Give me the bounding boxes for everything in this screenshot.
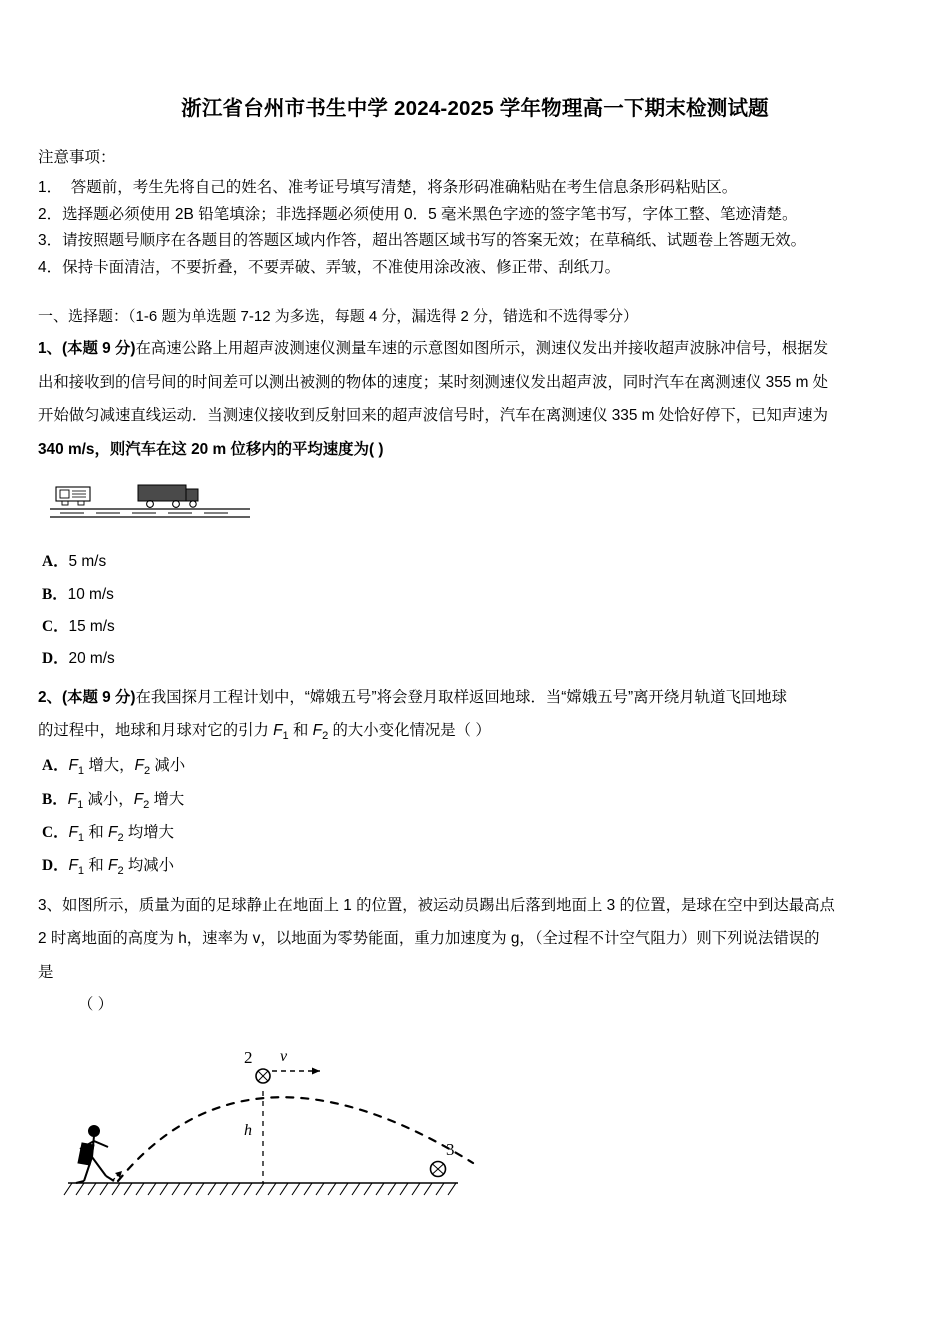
question-2-choice-c-label: C． bbox=[42, 823, 69, 841]
question-2-line-2: 的过程中，地球和月球对它的引力 $F_1$ 和 $F_2$ 的大小变化情况是（ ） bbox=[38, 722, 491, 743]
question-2-line-1: 在我国探月工程计划中，“嫦娥五号”将会登月取样返回地球．当“嫦娥五号”离开绕月轨道飞回地球 bbox=[135, 688, 788, 706]
question-1-choice-c-text: 15 m/s bbox=[68, 618, 115, 636]
question-1-line-4: 340 m/s，则汽车在这 20 m 位移内的平均速度为( ) bbox=[38, 440, 384, 458]
question-1-choice-b bbox=[42, 579, 912, 611]
question-1-line-1: 在高速公路上用超声波测速仪测量车速的示意图如图所示，测速仪发出并接收超声波脉冲信号，根据发 bbox=[135, 340, 829, 358]
question-2-choice-d-label: D． bbox=[42, 857, 69, 875]
question-1-choice-b-label: B． bbox=[42, 585, 68, 603]
question-1-choice-c-label: C． bbox=[42, 618, 69, 636]
question-1-line-3: 开始做匀减速直线运动．当测速仪接收到反射回来的超声波信号时，汽车在离测速仪 335 m 处恰好停下，已知声速为 bbox=[38, 407, 829, 425]
notice-item-4: 4．保持卡面清洁，不要折叠，不要弄破、弄皱，不准使用涂改液、修正带、刮纸刀。 bbox=[38, 258, 621, 276]
question-2-choice-c bbox=[42, 817, 912, 850]
question-1-line-4-wrap bbox=[38, 434, 912, 466]
question-1-choice-c bbox=[42, 611, 912, 643]
question-1-marks: (本题 9 分) bbox=[61, 340, 136, 358]
question-2-choice-b-text: $F_1$ 减小，$F_2$ 增大 bbox=[67, 790, 185, 811]
question-1-choice-d-label: D． bbox=[42, 650, 69, 668]
question-2-line-2-wrap bbox=[38, 715, 912, 748]
question-2-choice-d-text: $F_1$ 和 $F_2$ 均减小 bbox=[68, 857, 175, 878]
question-3-number: 3、 bbox=[38, 896, 62, 914]
svg-text:h: h bbox=[244, 1122, 252, 1140]
question-3-line-1: 如图所示，质量为面的足球静止在地面上 1 的位置，被运动员踢出后落到地面上 3 的位置，是球在空中到达最高点 bbox=[61, 896, 835, 914]
question-1-line-3-wrap bbox=[38, 400, 912, 432]
question-3-line-2: 2 时离地面的高度为 h，速率为 v，以地面为零势能面，重力加速度为 g，（全过程不计空气阻力）则下列说法错误的 bbox=[38, 930, 820, 948]
question-2-choice-c-text: $F_1$ 和 $F_2$ 均增大 bbox=[68, 823, 175, 844]
question-1-choice-a bbox=[42, 546, 912, 578]
svg-text:2: 2 bbox=[244, 1048, 253, 1068]
question-1-line-2-wrap bbox=[38, 367, 912, 399]
question-3-line-3: 是 bbox=[38, 963, 54, 981]
notice-heading: 注意事项： bbox=[38, 148, 116, 166]
question-1-line-2: 出和接收到的信号间的时间差可以测出被测的物体的速度；某时刻测速仪发出超声波，同时汽车在离测速仪 355 m 处 bbox=[38, 373, 829, 391]
question-1-choice-d-text: 20 m/s bbox=[68, 650, 115, 668]
question-2-choice-b bbox=[42, 784, 912, 817]
question-3-answer-paren: （ ） bbox=[78, 996, 114, 1014]
question-2-choice-a-label: A． bbox=[42, 757, 69, 775]
question-3-line-3-wrap bbox=[38, 957, 912, 989]
question-3-line-2-wrap bbox=[38, 923, 912, 955]
notice-item-3: 3．请按照题号顺序在各题目的答题区域内作答，超出答题区域书写的答案无效；在草稿纸、试题卷上答题无效。 bbox=[38, 232, 807, 250]
question-2 bbox=[38, 682, 912, 714]
question-1-choice-b-text: 10 m/s bbox=[67, 585, 114, 603]
question-1 bbox=[38, 333, 912, 365]
page-title: 浙江省台州市书生中学 2024-2025 学年物理高一下期末检测试题 bbox=[181, 97, 769, 120]
notice-item-2: 2．选择题必须使用 2B 铅笔填涂；非选择题必须使用 0．5 毫米黑色字迹的签字笔书写，字体工整、笔迹清楚。 bbox=[38, 205, 798, 223]
question-2-choice-d bbox=[42, 850, 912, 883]
question-2-marks: (本题 9 分) bbox=[61, 688, 136, 706]
question-2-number: 2、 bbox=[38, 688, 62, 706]
svg-text:3: 3 bbox=[446, 1140, 455, 1160]
question-1-choice-a-label: A． bbox=[42, 553, 69, 571]
question-2-choice-a bbox=[42, 750, 912, 783]
svg-text:v: v bbox=[280, 1048, 288, 1066]
section-heading: 一、选择题：（1-6 题为单选题 7-12 为多选，每题 4 分，漏选得 2 分，错选和不选得零分） bbox=[38, 307, 639, 325]
question-1-choice-d bbox=[42, 643, 912, 675]
question-1-number: 1、 bbox=[38, 340, 62, 358]
soccer-projectile-trajectory-diagram bbox=[58, 1031, 912, 1221]
question-1-choice-a-text: 5 m/s bbox=[68, 553, 107, 571]
question-3 bbox=[38, 890, 912, 922]
speed-radar-car-diagram bbox=[50, 475, 912, 532]
question-2-choice-b-label: B． bbox=[42, 790, 68, 808]
notice-item-1: 1． 答题前，考生先将自己的姓名、准考证号填写清楚，将条形码准确粘贴在考生信息条形码粘贴区。 bbox=[38, 178, 738, 196]
question-2-choice-a-text: $F_1$ 增大，$F_2$ 减小 bbox=[68, 757, 186, 778]
